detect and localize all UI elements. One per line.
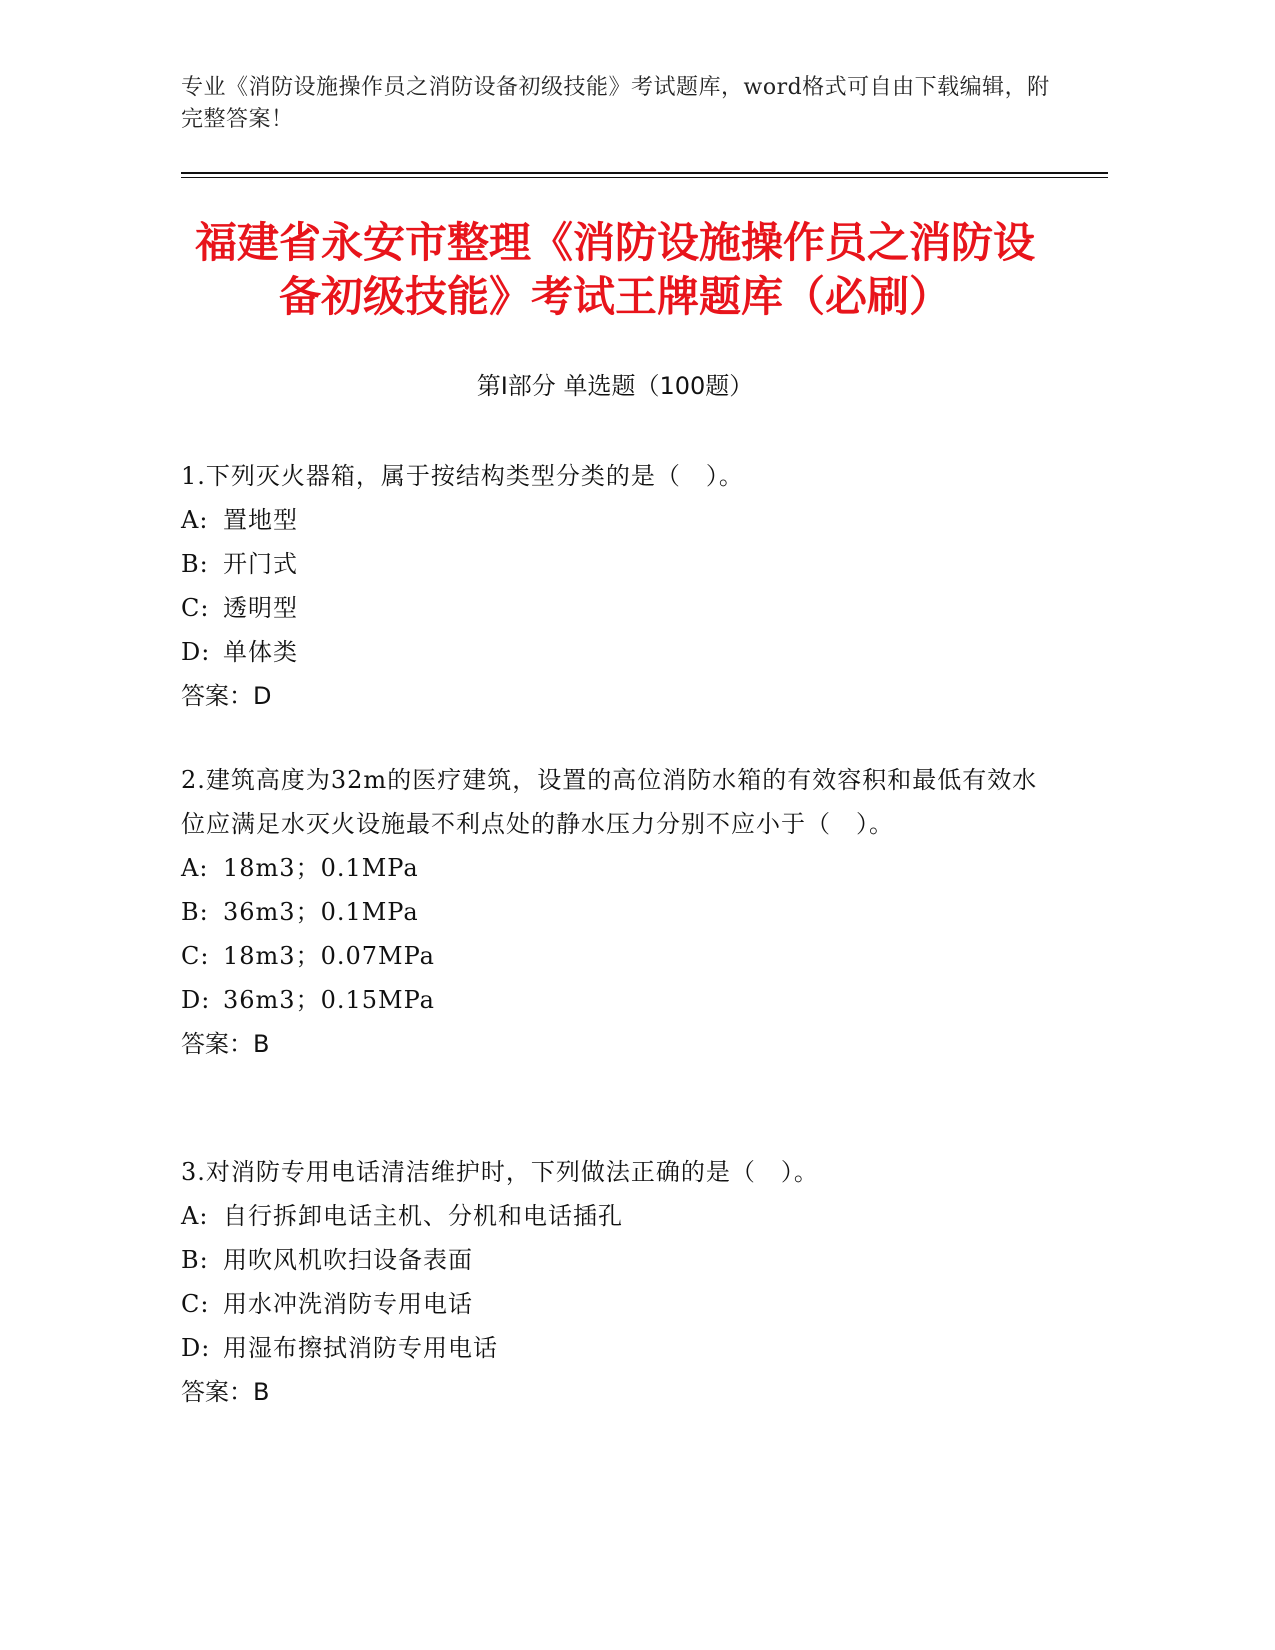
header-note: 专业《消防设施操作员之消防设备初级技能》考试题库，word格式可自由下载编辑，附完整答案！ <box>181 75 1050 132</box>
option-key: B: <box>181 1246 209 1274</box>
option-c <box>181 1282 1041 1326</box>
option-b <box>181 890 1041 934</box>
option-text: 36m3；0.15MPa <box>223 986 435 1014</box>
option-key: B: <box>181 898 209 926</box>
option-a <box>181 498 1041 542</box>
answer-line: 答案：B <box>181 1030 270 1058</box>
option-key: A: <box>181 506 209 534</box>
option-key: D: <box>181 638 211 666</box>
option-text: 18m3；0.07MPa <box>223 942 435 970</box>
option-text: 开门式 <box>223 550 298 578</box>
option-key: C: <box>181 594 210 622</box>
option-b <box>181 1238 1041 1282</box>
question-stem: 3.对消防专用电话清洁维护时，下列做法正确的是（ ）。 <box>181 1158 819 1186</box>
option-b <box>181 542 1041 586</box>
option-key: C: <box>181 942 210 970</box>
header-divider-thick <box>181 172 1108 174</box>
question-3 <box>181 1150 1041 1414</box>
option-d <box>181 978 1041 1022</box>
option-c <box>181 586 1041 630</box>
question-stem: 2.建筑高度为32m的医疗建筑，设置的高位消防水箱的有效容积和最低有效水位应满足水灭火设施最不利点处的静水压力分别不应小于（ ）。 <box>181 766 1038 838</box>
section-heading: 第Ⅰ部分 单选题（100题） <box>476 372 754 400</box>
header-divider-thin <box>181 177 1108 178</box>
option-text: 用湿布擦拭消防专用电话 <box>223 1334 498 1362</box>
answer-line: 答案：B <box>181 1378 270 1406</box>
option-a <box>181 1194 1041 1238</box>
answer-line: 答案：D <box>181 682 272 710</box>
question-2 <box>181 758 1041 1066</box>
document-title: 福建省永安市整理《消防设施操作员之消防设备初级技能》考试王牌题库（必刷） <box>194 218 1035 321</box>
option-text: 18m3；0.1MPa <box>223 854 419 882</box>
option-key: A: <box>181 1202 209 1230</box>
option-text: 用吹风机吹扫设备表面 <box>223 1246 473 1274</box>
option-text: 自行拆卸电话主机、分机和电话插孔 <box>223 1202 623 1230</box>
option-d <box>181 630 1041 674</box>
option-key: C: <box>181 1290 210 1318</box>
option-text: 单体类 <box>223 638 298 666</box>
question-1 <box>181 454 1041 718</box>
option-text: 置地型 <box>223 506 298 534</box>
option-c <box>181 934 1041 978</box>
option-a <box>181 846 1041 890</box>
option-key: D: <box>181 1334 211 1362</box>
option-key: B: <box>181 550 209 578</box>
option-key: A: <box>181 854 209 882</box>
option-key: D: <box>181 986 211 1014</box>
option-text: 透明型 <box>223 594 298 622</box>
option-d <box>181 1326 1041 1370</box>
option-text: 用水冲洗消防专用电话 <box>223 1290 473 1318</box>
question-stem: 1.下列灭火器箱，属于按结构类型分类的是（ ）。 <box>181 462 744 490</box>
option-text: 36m3；0.1MPa <box>223 898 419 926</box>
